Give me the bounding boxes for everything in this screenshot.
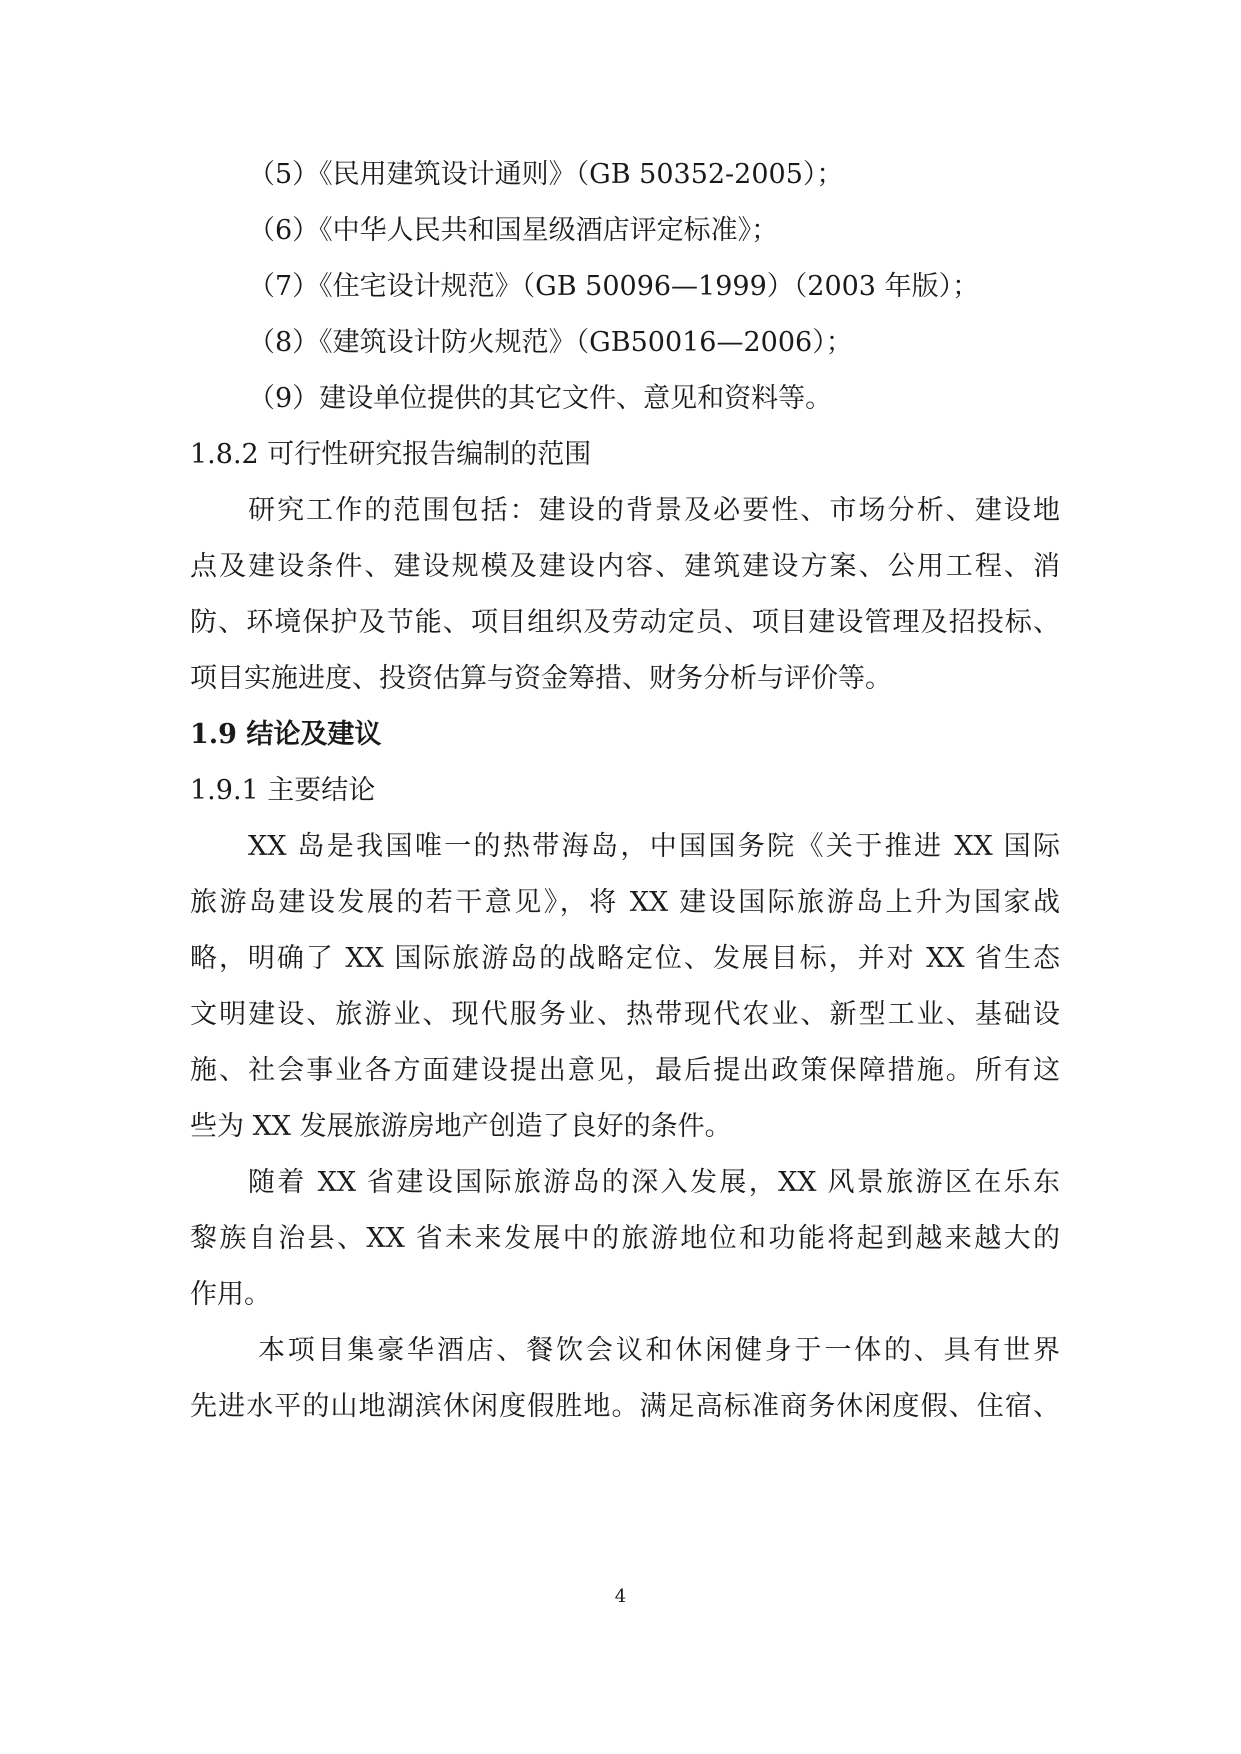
paragraph-line: 旅游岛建设发展的若干意见》，将 XX 建设国际旅游岛上升为国家战 — [190, 887, 1060, 918]
reference-item-8: （8）《建筑设计防火规范》（GB50016—2006）； — [248, 327, 853, 358]
paragraph-line: 作用。 — [190, 1279, 271, 1310]
paragraph-line: 黎族自治县、XX 省未来发展中的旅游地位和功能将起到越来越大的 — [190, 1223, 1060, 1254]
paragraph-line: 文明建设、旅游业、现代服务业、热带现代农业、新型工业、基础设 — [190, 999, 1060, 1030]
paragraph-line: 防、环境保护及节能、项目组织及劳动定员、项目建设管理及招投标、 — [190, 607, 1060, 638]
paragraph-line: 先进水平的山地湖滨休闲度假胜地。满足高标准商务休闲度假、住宿、 — [190, 1391, 1060, 1422]
paragraph-line: 项目实施进度、投资估算与资金筹措、财务分析与评价等。 — [190, 663, 892, 694]
page-number: 4 — [614, 1586, 627, 1607]
paragraph-line: 略，明确了 XX 国际旅游岛的战略定位、发展目标，并对 XX 省生态 — [190, 943, 1060, 974]
paragraph-line: 施、社会事业各方面建设提出意见，最后提出政策保障措施。所有这 — [190, 1055, 1060, 1086]
paragraph-line: 些为 XX 发展旅游房地产创造了良好的条件。 — [190, 1111, 732, 1142]
paragraph-line: 本项目集豪华酒店、餐饮会议和休闲健身于一体的、具有世界 — [258, 1335, 1060, 1366]
paragraph-line: XX 岛是我国唯一的热带海岛，中国国务院《关于推进 XX 国际 — [248, 831, 1060, 862]
section-1-8-2-title: 1.8.2 可行性研究报告编制的范围 — [190, 439, 592, 470]
paragraph-line: 随着 XX 省建设国际旅游岛的深入发展，XX 风景旅游区在乐东 — [248, 1167, 1060, 1198]
paragraph-line: 点及建设条件、建设规模及建设内容、建筑建设方案、公用工程、消 — [190, 551, 1060, 582]
reference-item-6: （6）《中华人民共和国星级酒店评定标准》； — [248, 215, 779, 246]
reference-item-5: （5）《民用建筑设计通则》（GB 50352-2005）； — [248, 159, 844, 190]
section-1-9-heading: 1.9 结论及建议 — [190, 719, 382, 750]
section-1-9-1-title: 1.9.1 主要结论 — [190, 775, 376, 806]
reference-item-7: （7）《住宅设计规范》（GB 50096—1999）（2003 年版）； — [248, 271, 980, 302]
paragraph-line: 研究工作的范围包括：建设的背景及必要性、市场分析、建设地 — [248, 495, 1060, 526]
reference-item-9: （9）建设单位提供的其它文件、意见和资料等。 — [248, 383, 833, 414]
